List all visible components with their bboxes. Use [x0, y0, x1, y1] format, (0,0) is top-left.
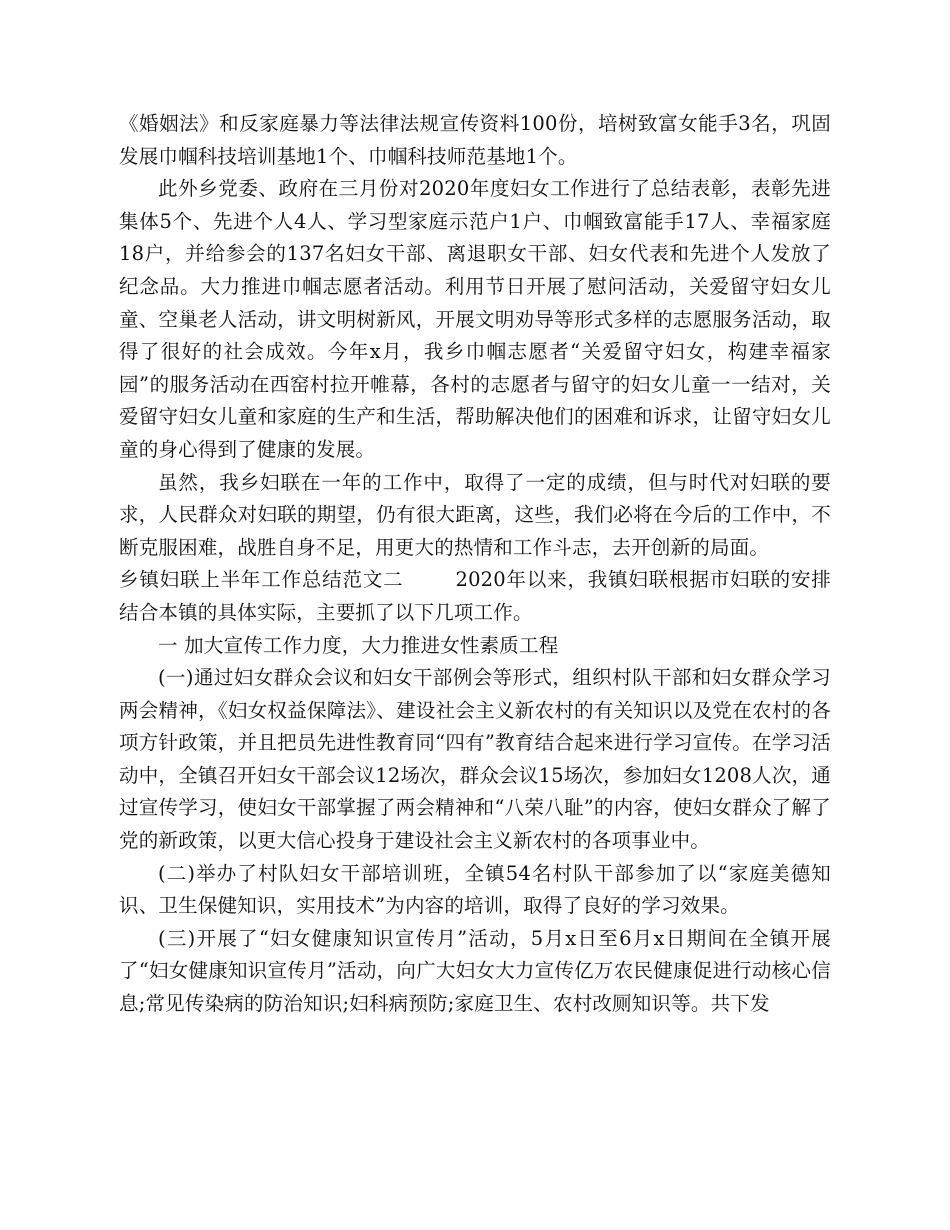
section-heading-1: 一 加大宣传工作力度，大力推进女性素质工程 — [158, 633, 559, 657]
paragraph-1: 《婚姻法》和反家庭暴力等法律法规宣传资料100份，培树致富女能手3名，巩固发展巾帼科技培训基地1个、巾帼科技师范基地1个。 — [119, 112, 831, 168]
section-title: 乡镇妇联上半年工作总结范文二 — [119, 568, 404, 592]
paragraph-item-3: (三)开展了“妇女健康知识宣传月”活动，5月x日至6月x日期间在全镇开展了“妇女健康知识宣传月”活动，向广大妇女大力宣传亿万农民健康促进行动核心信息;常见传染病的防治知识;妇科病预防;家庭卫生、农村改厕知识等。共下发 — [119, 926, 831, 1016]
document-body — [119, 108, 831, 1021]
section-intro: 2020年以来，我镇妇联根据市妇联的安排结合本镇的具体实际，主要抓了以下几项工作。 — [119, 568, 831, 624]
paragraph-item-2: (二)举办了村队妇女干部培训班，全镇54名村队干部参加了以“家庭美德知识、卫生保健知识，实用技术”为内容的培训，取得了良好的学习效果。 — [119, 861, 831, 918]
paragraph-item-1: (一)通过妇女群众会议和妇女干部例会等形式，组织村队干部和妇女群众学习两会精神，《妇女权益保障法》、建设社会主义新农村的有关知识以及党在农村的各项方针政策，并且把员先进性教育同“四有”教育结合起来进行学习宣传。在学习活动中，全镇召开妇女干部会议12场次，群众会议15场次，参加妇女1208人次，通过宣传学习，使妇女干部掌握了两会精神和“八荣八耻”的内容，使妇女群众了解了党的新政策，以更大信心投身于建设社会主义新农村的各项事业中。 — [119, 666, 831, 853]
paragraph-2: 此外乡党委、政府在三月份对2020年度妇女工作进行了总结表彰，表彰先进集体5个、先进个人4人、学习型家庭示范户1户、巾帼致富能手17人、幸福家庭18户，并给参会的137名妇女干部、离退职女干部、妇女代表和先进个人发放了纪念品。大力推进巾帼志愿者活动。利用节日开展了慰问活动，关爱留守妇女儿童、空巢老人活动，讲文明树新风，开展文明劝导等形式多样的志愿服务活动，取得了很好的社会成效。今年x月，我乡巾帼志愿者“关爱留守妇女，构建幸福家园”的服务活动在西窑村拉开帷幕，各村的志愿者与留守的妇女儿童一一结对，关爱留守妇女儿童和家庭的生产和生活，帮助解决他们的困难和诉求，让留守妇女儿童的身心得到了健康的发展。 — [119, 177, 831, 461]
paragraph-4 — [119, 564, 831, 629]
paragraph-3: 虽然，我乡妇联在一年的工作中，取得了一定的成绩，但与时代对妇联的要求，人民群众对妇联的期望，仍有很大距离，这些，我们必将在今后的工作中，不断克服困难，战胜自身不足，用更大的热情和工作斗志，去开创新的局面。 — [119, 470, 831, 559]
